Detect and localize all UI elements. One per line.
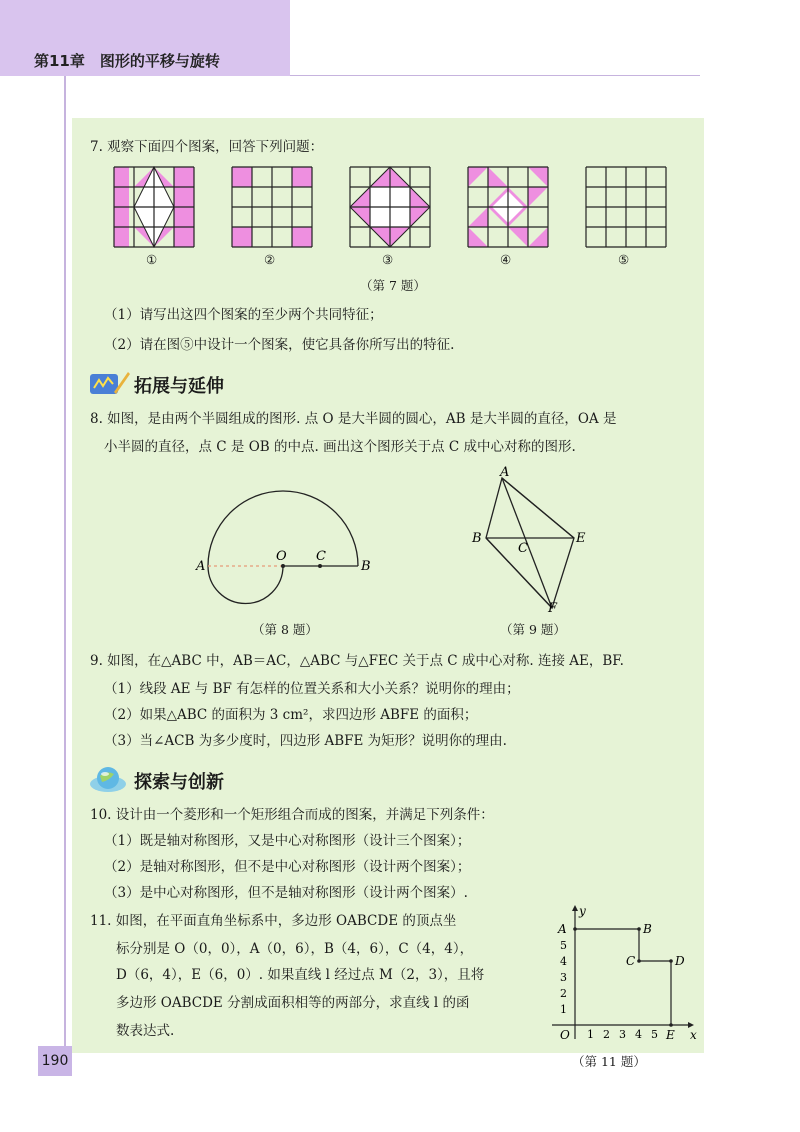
q9-figure <box>470 466 610 616</box>
q10-sub3: （3）是中心对称图形，但不是轴对称图形（设计两个图案）. <box>104 885 468 901</box>
q8-point-B: B <box>361 559 371 574</box>
grid-label-1: ① <box>146 252 158 267</box>
q11-point-O: O <box>560 1028 570 1042</box>
q7-text: 7. 观察下面四个图案，回答下列问题： <box>90 139 324 155</box>
y-tick-5: 5 <box>560 939 567 952</box>
q11-point-C: C <box>626 954 636 968</box>
q7-grids <box>112 165 652 255</box>
q8-point-O: O <box>276 549 287 564</box>
y-axis-label: y <box>579 904 586 918</box>
y-tick-1: 1 <box>560 1003 567 1016</box>
q7-caption: （第 7 题） <box>360 278 426 293</box>
q10-sub2: （2）是轴对称图形，但不是中心对称图形（设计两个图案）； <box>104 859 471 875</box>
grid-label-5: ⑤ <box>618 252 630 267</box>
q9-sub3: （3）当∠ACB 为多少度时，四边形 ABFE 为矩形？说明你的理由. <box>104 733 507 749</box>
q11-point-E: E <box>666 1028 675 1042</box>
q8-figure <box>196 460 396 610</box>
x-tick-5: 5 <box>651 1028 658 1041</box>
pen-icon <box>88 368 130 398</box>
q10-line1: 10. 设计由一个菱形和一个矩形组合而成的图案，并满足下列条件： <box>90 807 494 823</box>
q9-point-C: C <box>518 541 528 556</box>
header-rule <box>290 75 700 76</box>
q8-line1: 8. 如图，是由两个半圆组成的图形. 点 O 是大半圆的圆心，AB 是大半圆的直径，OA 是 <box>90 411 617 427</box>
x-axis-label: x <box>690 1028 697 1042</box>
q11-point-B: B <box>643 922 652 936</box>
q8-point-A: A <box>196 559 206 574</box>
q8-line2: 小半圆的直径，点 C 是 OB 的中点. 画出这个图形关于点 C 成中心对称的图形. <box>104 439 576 455</box>
section-extension-title: 拓展与延伸 <box>134 376 224 397</box>
pattern-3 <box>350 167 430 247</box>
pattern-2 <box>232 167 312 247</box>
q7-sub1: （1）请写出这四个图案的至少两个共同特征； <box>104 307 383 323</box>
margin-rule <box>64 76 66 1056</box>
q9-point-B: B <box>472 531 482 546</box>
q9-sub2: （2）如果△ABC 的面积为 3 cm²，求四边形 ABFE 的面积； <box>104 707 478 723</box>
section-explore-title: 探索与创新 <box>134 772 224 793</box>
pattern-1 <box>114 167 194 247</box>
y-tick-3: 3 <box>560 971 567 984</box>
q10-sub1: （1）既是轴对称图形，又是中心对称图形（设计三个图案）； <box>104 833 471 849</box>
y-tick-2: 2 <box>560 987 567 1000</box>
grid-label-3: ③ <box>382 252 394 267</box>
pattern-4 <box>468 167 548 247</box>
q9-sub1: （1）线段 AE 与 BF 有怎样的位置关系和大小关系？说明你的理由； <box>104 681 520 697</box>
q9-caption: （第 9 题） <box>500 622 566 637</box>
q11-line1: 11. 如图，在平面直角坐标系中，多边形 OABCDE 的顶点坐 <box>90 913 457 929</box>
grid-label-4: ④ <box>500 252 512 267</box>
q11-line4: 多边形 OABCDE 分割成面积相等的两部分，求直线 l 的函 <box>116 995 470 1011</box>
q11-point-A: A <box>558 922 567 936</box>
q7-sub2: （2）请在图⑤中设计一个图案，使它具备你所写出的特征. <box>104 337 455 353</box>
x-tick-4: 4 <box>635 1028 642 1041</box>
q9-point-A: A <box>500 465 510 480</box>
x-tick-2: 2 <box>603 1028 610 1041</box>
q11-line3: D（6，4），E（6，0）. 如果直线 l 经过点 M（2，3），且将 <box>116 967 485 983</box>
chapter-title: 第11章 图形的平移与旋转 <box>34 52 220 70</box>
q9-line1: 9. 如图，在△ABC 中，AB＝AC，△ABC 与△FEC 关于点 C 成中心对称. 连接 AE，BF. <box>90 653 624 669</box>
y-tick-4: 4 <box>560 955 567 968</box>
q11-caption: （第 11 题） <box>572 1054 646 1069</box>
q11-coordinate-figure <box>540 905 700 1045</box>
q11-line2: 标分别是 O（0，0），A（0，6），B（4，6），C（4，4）， <box>116 941 474 957</box>
q9-point-E: E <box>576 531 586 546</box>
q9-point-F: F <box>548 601 558 616</box>
q11-point-D: D <box>675 954 685 968</box>
q8-caption: （第 8 题） <box>252 622 318 637</box>
q11-line5: 数表达式. <box>116 1023 175 1039</box>
x-tick-3: 3 <box>619 1028 626 1041</box>
q8-point-C: C <box>316 549 326 564</box>
grid-label-2: ② <box>264 252 276 267</box>
x-tick-1: 1 <box>587 1028 594 1041</box>
page-number: 190 <box>38 1046 72 1076</box>
globe-icon <box>88 764 128 794</box>
